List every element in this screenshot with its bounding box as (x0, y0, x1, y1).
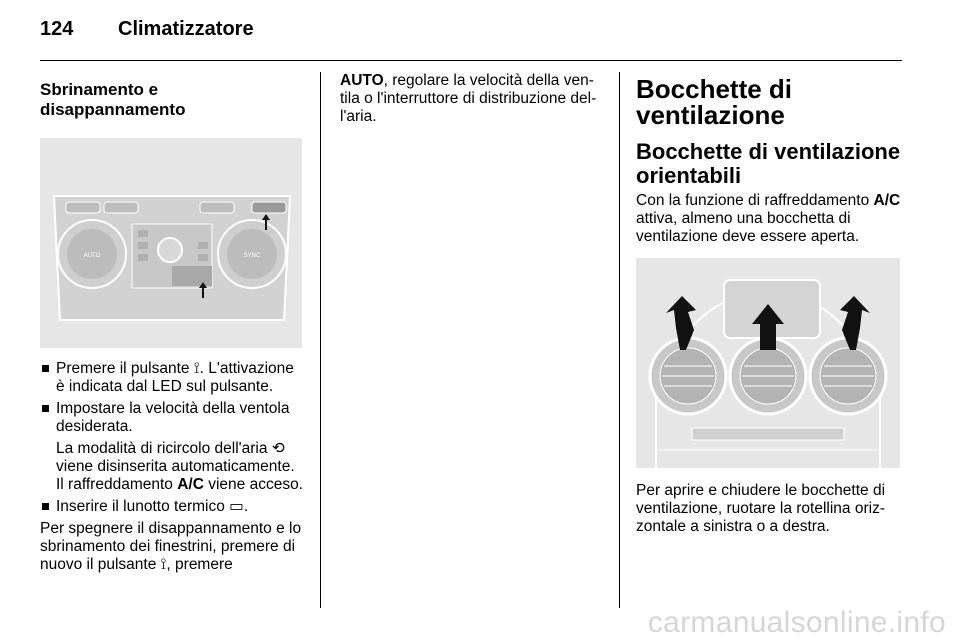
ac-label: A/C (873, 192, 901, 209)
bullet-marker (42, 503, 49, 510)
instruction-list (40, 360, 306, 436)
list-item (40, 400, 306, 436)
bullet-marker (42, 405, 49, 412)
column-continued (340, 72, 604, 126)
list-item (40, 360, 306, 396)
auto-knob-label: AUTO (83, 253, 101, 259)
column-divider (320, 72, 321, 608)
paragraph-text: Con la funzione di raffreddamento (636, 192, 874, 209)
page-header (40, 18, 254, 48)
paragraph-text: Per spegnere il disappannamento e lo sbrinamento dei finestrini, premere di nuovo il pulsante (40, 520, 302, 573)
list-item-text: Inserire il lunotto termico (56, 498, 230, 515)
watermark: carmanualsonline.info (647, 606, 946, 639)
ac-label: A/C (177, 476, 204, 493)
paragraph-text: attiva, almeno una bocchetta di ventilazione deve essere aperta. (636, 210, 860, 245)
vents-instruction-paragraph: Per aprire e chiudere le bocchette di ventilazione, ruotare la rotellina orizzontale a sinistra o a destra. (636, 482, 886, 535)
defrost-off-paragraph (40, 520, 306, 574)
windshield-defrost-icon: ⟟ (160, 556, 167, 573)
column-divider (619, 72, 620, 608)
paragraph-text: viene disinserita automaticamente. Il raffreddamento (56, 458, 295, 493)
windshield-defrost-icon: ⟟ (193, 360, 200, 377)
continued-text: , regolare la velocità della ventila o l'interruttore di distribuzione dell'aria. (340, 72, 597, 125)
page-title: Climatizzatore (118, 18, 254, 40)
sync-knob-label: SYNC (243, 253, 261, 259)
list-item-text: Premere il pulsante (56, 360, 194, 377)
vent-right (810, 338, 886, 414)
auto-label: AUTO (340, 72, 384, 89)
list-item-text: . L'attivazione è indicata dal LED sul pulsante. (56, 360, 294, 395)
recirculation-paragraph (40, 440, 306, 494)
section-heading-vents: Bocchette di ventilazione (636, 74, 793, 130)
air-vents-figure (636, 258, 900, 468)
column-defrost (40, 72, 306, 574)
paragraph-text: La modalità di ricircolo dell'aria (56, 440, 272, 457)
vents-paragraph (636, 192, 902, 246)
list-item (40, 498, 306, 516)
list-item-text: Impostare la velocità della ventola desiderata. (56, 400, 290, 435)
rear-window-heater-icon: ▭ (229, 498, 244, 515)
subsection-heading-adjustable-vents: Bocchette di ventilazione orientabili (636, 139, 901, 188)
bullet-marker (42, 365, 49, 372)
climate-control-panel-figure (40, 138, 302, 348)
instruction-list (40, 498, 306, 516)
climate-panel-illustration (40, 138, 302, 348)
paragraph-text: viene acceso. (203, 476, 303, 493)
vent-left (650, 338, 726, 414)
air-vents-illustration (636, 258, 900, 468)
column-vents (636, 72, 902, 536)
recirculation-icon: ⟲ (271, 440, 285, 457)
list-item-text: . (243, 498, 249, 515)
section-heading-defrost: Sbrinamento e disappannamento (40, 80, 186, 119)
paragraph-text: , premere (166, 556, 233, 573)
page-number: 124 (40, 18, 74, 40)
header-rule (40, 60, 902, 61)
